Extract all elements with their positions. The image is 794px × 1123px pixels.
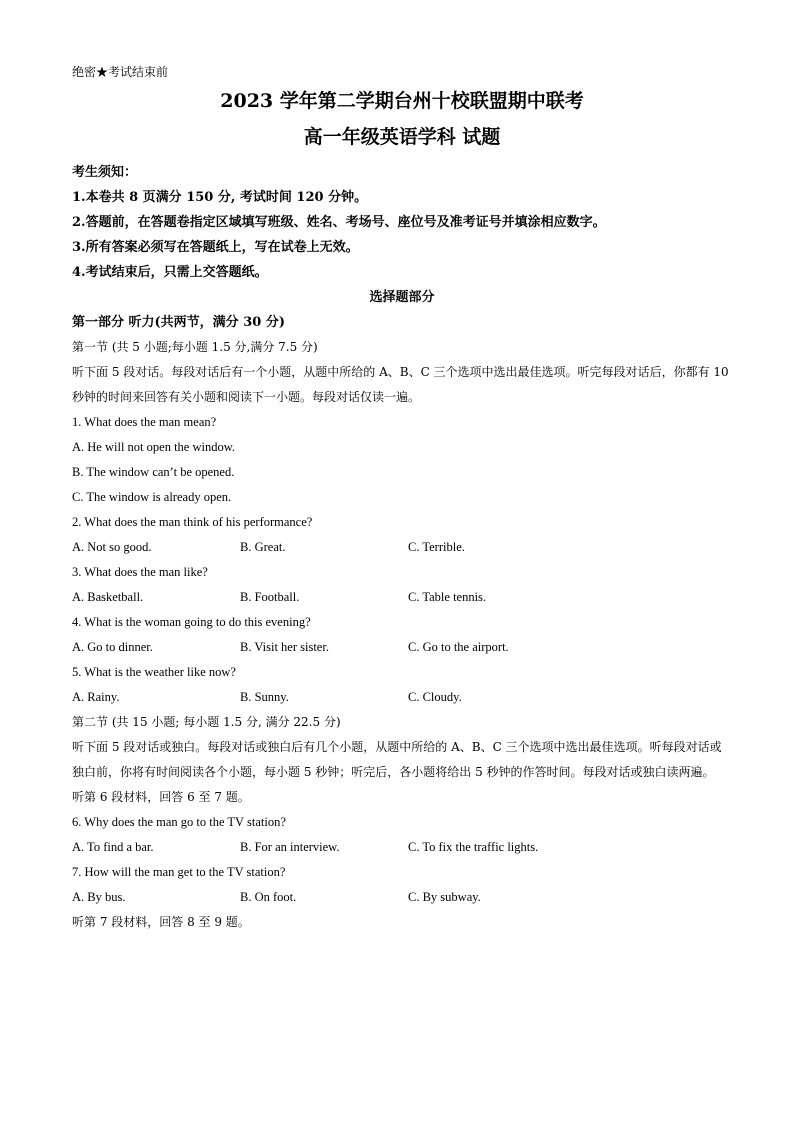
options-row — [72, 685, 732, 710]
options-row — [72, 885, 732, 910]
option-a: A. Not so good. — [72, 540, 152, 554]
confidential-mark: 绝密★考试结束前 — [72, 65, 169, 79]
option-c: C. Table tennis. — [408, 590, 487, 604]
option-b: B. Great. — [240, 540, 286, 554]
material-intro: 听第 7 段材料，回答 8 至 9 题。 — [72, 915, 250, 929]
instructions-heading: 考生须知： — [72, 165, 138, 180]
option-b: B. For an interview. — [240, 840, 340, 854]
option-c: C. By subway. — [408, 890, 481, 904]
section-title: 选择题部分 — [369, 290, 435, 305]
option-a: A. Rainy. — [72, 690, 120, 704]
option-a: A. Go to dinner. — [72, 640, 153, 654]
question-stem: 1. What does the man mean? — [72, 415, 217, 429]
question-stem: 7. How will the man get to the TV station? — [72, 865, 286, 879]
instruction-item: 1.本卷共 8 页满分 150 分, 考试时间 120 分钟。 — [72, 190, 368, 205]
instruction-item: 3.所有答案必须写在答题纸上，写在试卷上无效。 — [72, 240, 359, 255]
sec2-heading: 第二节 (共 15 小题; 每小题 1.5 分, 满分 22.5 分) — [72, 715, 341, 729]
option-b: B. The window can’t be opened. — [72, 465, 235, 479]
option-c: C. Terrible. — [408, 540, 465, 554]
option-b: B. Football. — [240, 590, 300, 604]
option-c: C. The window is already open. — [72, 490, 232, 504]
option-a: A. By bus. — [72, 890, 126, 904]
question-stem: 6. Why does the man go to the TV station? — [72, 815, 286, 829]
question-stem: 5. What is the weather like now? — [72, 665, 236, 679]
option-b: B. Sunny. — [240, 690, 289, 704]
option-a: A. To find a bar. — [72, 840, 154, 854]
sec2-directions: 听下面 5 段对话或独白。每段对话或独白后有几个小题，从题中所给的 A、B、C 三个选项中选出最佳选项。听每段对话或独白前，你将有时间阅读各个小题，每小题 5 秒钟；听完后，各小题将给出 5 秒钟的作答时间。每段对话或独白读两遍。 — [72, 740, 722, 779]
question-stem: 3. What does the man like? — [72, 565, 208, 579]
option-c: C. Cloudy. — [408, 690, 462, 704]
options-row — [72, 535, 732, 560]
question-stem: 2. What does the man think of his performance? — [72, 515, 313, 529]
option-c: C. To fix the traffic lights. — [408, 840, 539, 854]
options-row — [72, 635, 732, 660]
option-a: A. Basketball. — [72, 590, 144, 604]
options-row — [72, 835, 732, 860]
instruction-item: 4.考试结束后，只需上交答题纸。 — [72, 265, 268, 280]
option-a: A. He will not open the window. — [72, 440, 236, 454]
question-stem: 4. What is the woman going to do this evening? — [72, 615, 311, 629]
option-b: B. Visit her sister. — [240, 640, 329, 654]
exam-title: 2023 学年第二学期台州十校联盟期中联考 — [220, 90, 584, 112]
instruction-item: 2.答题前，在答题卷指定区域填写班级、姓名、考场号、座位号及准考证号并填涂相应数字。 — [72, 215, 606, 230]
sec1-heading: 第一节 (共 5 小题;每小题 1.5 分,满分 7.5 分) — [72, 340, 318, 354]
option-b: B. On foot. — [240, 890, 297, 904]
option-c: C. Go to the airport. — [408, 640, 509, 654]
material-intro: 听第 6 段材料，回答 6 至 7 题。 — [72, 790, 250, 804]
options-row — [72, 585, 732, 610]
exam-page — [72, 62, 732, 935]
sec1-directions: 听下面 5 段对话。每段对话后有一个小题，从题中所给的 A、B、C 三个选项中选出最佳选项。听完每段对话后，你都有 10 秒钟的时间来回答有关小题和阅读下一小题。每段对话仅读一遍。 — [72, 365, 729, 404]
exam-subtitle: 高一年级英语学科 试题 — [303, 126, 501, 148]
part1-heading: 第一部分 听力(共两节，满分 30 分) — [72, 315, 285, 330]
